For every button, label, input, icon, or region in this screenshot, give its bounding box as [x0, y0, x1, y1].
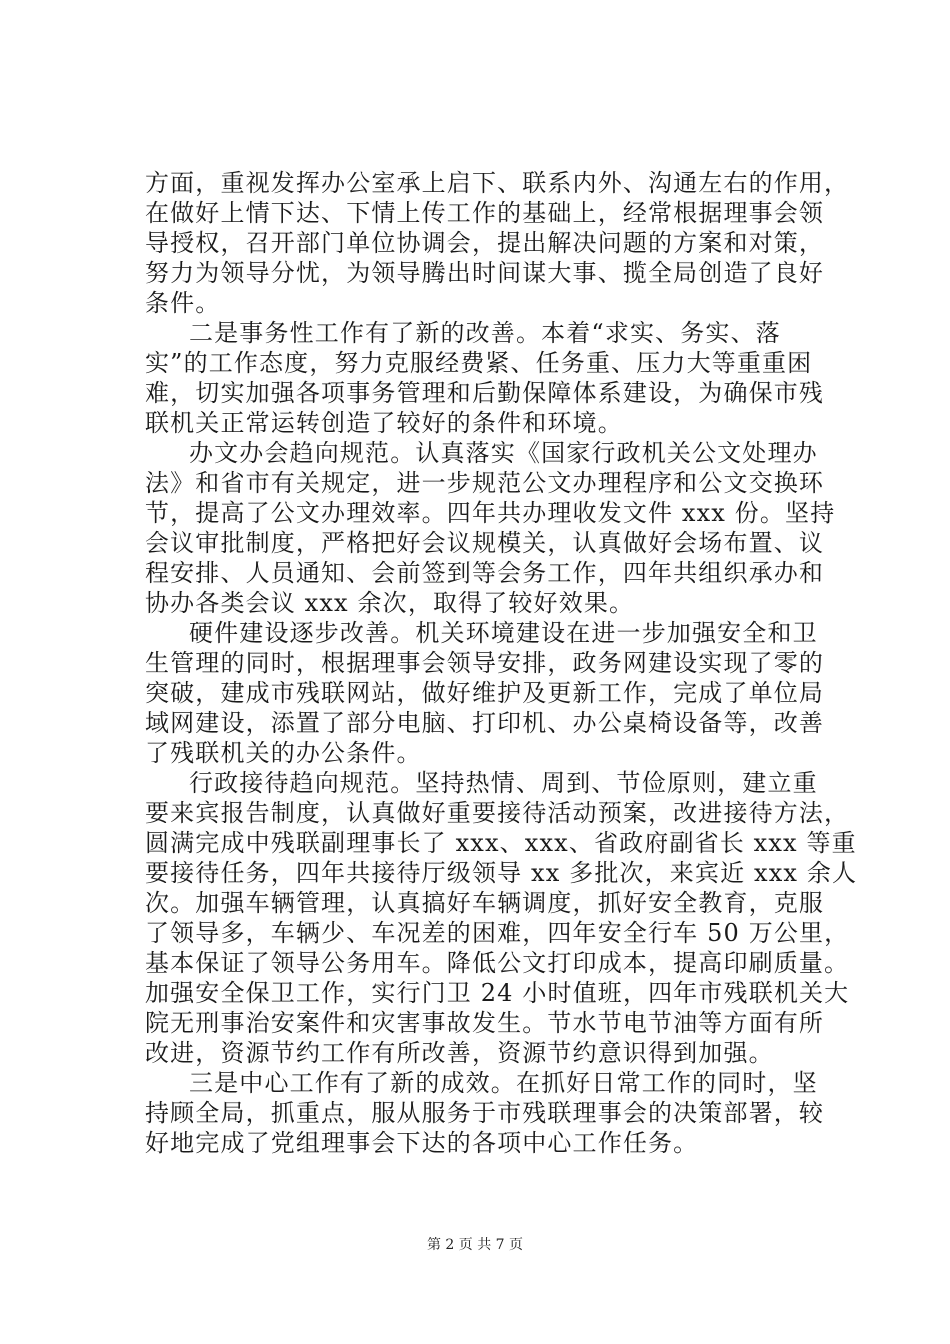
text-line: 了领导多，车辆少、车况差的困难，四年安全行车 50 万公里， — [145, 919, 850, 947]
text-line: 会议审批制度，严格把好会议规模关，认真做好会场布置、议 — [145, 529, 825, 557]
text-line: 了残联机关的办公条件。 — [145, 739, 422, 767]
text-line: 持顾全局，抓重点，服从服务于市残联理事会的决策部署，较 — [145, 1099, 825, 1127]
text-line: 节，提高了公文办理效率。四年共办理收发文件 xxx 份。坚持 — [145, 499, 836, 527]
page-footer: 第 2 页 共 7 页 — [426, 1237, 524, 1253]
paragraph-p4 — [145, 618, 825, 768]
text-line: 要接待任务，四年共接待厅级领导 xx 多批次，来宾近 xxx 余人 — [145, 859, 858, 887]
text-line: 加强安全保卫工作，实行门卫 24 小时值班，四年市残联机关大 — [145, 979, 850, 1007]
text-line: 基本保证了领导公务用车。降低公文打印成本，提高印刷质量。 — [145, 949, 850, 977]
text-line: 次。加强车辆管理，认真搞好车辆调度，抓好安全教育，克服 — [145, 889, 825, 917]
paragraph-p2 — [145, 318, 825, 438]
text-line: 生管理的同时，根据理事会领导安排，政务网建设实现了零的 — [145, 649, 825, 677]
text-line: 努力为领导分忧，为领导腾出时间谋大事、揽全局创造了良好 — [145, 259, 825, 287]
text-line: 院无刑事治安案件和灾害事故发生。节水节电节油等方面有所 — [145, 1009, 825, 1037]
paragraph-p3 — [145, 438, 836, 618]
text-line: 实”的工作态度，努力克服经费紧、任务重、压力大等重重困 — [145, 349, 813, 377]
text-line: 难，切实加强各项事务管理和后勤保障体系建设，为确保市残 — [145, 379, 825, 407]
text-line: 二是事务性工作有了新的改善。本着“求实、务实、落 — [189, 319, 781, 347]
text-line: 改进，资源节约工作有所改善，资源节约意识得到加强。 — [145, 1039, 774, 1067]
text-line: 导授权，召开部门单位协调会，提出解决问题的方案和对策， — [145, 229, 825, 257]
text-line: 突破，建成市残联网站，做好维护及更新工作，完成了单位局 — [145, 679, 825, 707]
text-line: 法》和省市有关规定，进一步规范公文办理程序和公文交换环 — [145, 469, 825, 497]
text-line: 域网建设，添置了部分电脑、打印机、办公桌椅设备等，改善 — [145, 709, 825, 737]
text-line: 联机关正常运转创造了较好的条件和环境。 — [145, 409, 623, 437]
text-line: 程安排、人员通知、会前签到等会务工作，四年共组织承办和 — [145, 559, 825, 587]
paragraph-p6 — [145, 1068, 825, 1158]
text-line: 圆满完成中残联副理事长了 xxx、xxx、省政府副省长 xxx 等重 — [145, 829, 857, 857]
text-line: 三是中心工作有了新的成效。在抓好日常工作的同时，坚 — [189, 1069, 818, 1097]
text-line: 协办各类会议 xxx 余次，取得了较好效果。 — [145, 589, 635, 617]
text-line: 要来宾报告制度，认真做好重要接待活动预案，改进接待方法， — [145, 799, 850, 827]
text-line: 硬件建设逐步改善。机关环境建设在进一步加强安全和卫 — [189, 619, 818, 647]
text-line: 在做好上情下达、下情上传工作的基础上，经常根据理事会领 — [145, 199, 825, 227]
text-line: 办文办会趋向规范。认真落实《国家行政机关公文处理办 — [189, 439, 818, 467]
paragraph-p1 — [145, 168, 850, 318]
document-body — [145, 168, 858, 1158]
text-line: 方面，重视发挥办公室承上启下、联系内外、沟通左右的作用， — [145, 169, 850, 197]
text-line: 行政接待趋向规范。坚持热情、周到、节俭原则，建立重 — [189, 769, 818, 797]
text-line: 好地完成了党组理事会下达的各项中心工作任务。 — [145, 1129, 699, 1157]
paragraph-p5 — [145, 768, 858, 1068]
text-line: 条件。 — [145, 289, 221, 317]
